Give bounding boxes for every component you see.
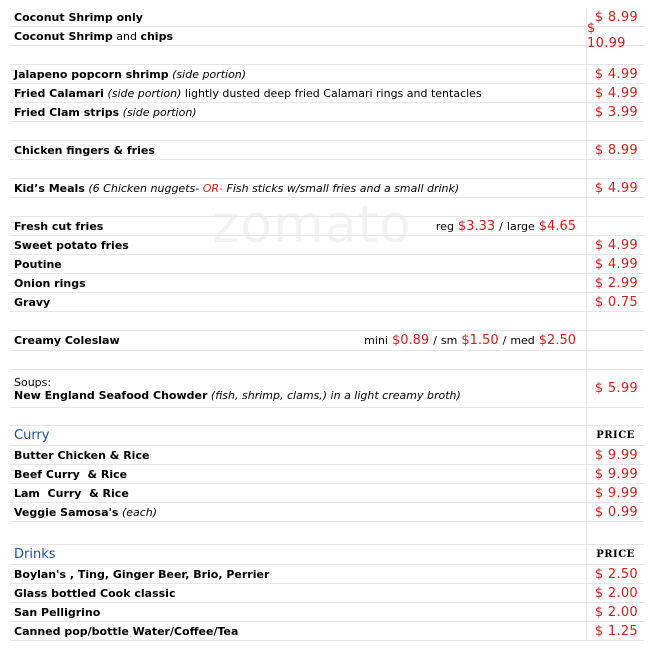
- menu-row-coconut-shrimp-chips: [10, 21, 644, 51]
- item-note-rest: Fish sticks w/small fries and a small drink): [223, 181, 460, 195]
- section-title: Curry: [14, 428, 50, 443]
- item-price: $ 8.99: [586, 8, 644, 26]
- menu-row-curry: [10, 465, 644, 484]
- price-column-header: PRICE: [586, 426, 644, 445]
- item-note: (side portion): [172, 67, 247, 81]
- item-price: $ 4.99: [586, 179, 644, 197]
- section-header-drinks: [10, 545, 644, 565]
- item-name: Coconut Shrimp: [14, 29, 113, 43]
- item-connector: and: [112, 29, 141, 43]
- item-name: San Pelligrino: [14, 605, 101, 619]
- item-description: lightly dusted deep fried Calamari rings and tentacles: [184, 86, 482, 100]
- item-name: Beef Curry & Rice: [14, 467, 128, 481]
- menu-row-poutine: [10, 255, 644, 274]
- item-price: $ 10.99: [586, 27, 644, 45]
- item-price: $ 2.00: [586, 584, 644, 602]
- item-note: (fish, shrimp, clams,) in a light creamy broth): [210, 388, 461, 402]
- item-name: Onion rings: [14, 276, 86, 290]
- size-label-reg: reg: [435, 219, 454, 233]
- item-note: (each): [121, 505, 158, 519]
- item-name: New England Seafood Chowder: [14, 388, 208, 402]
- size-options: [436, 219, 586, 234]
- menu-row-calamari: [10, 84, 644, 103]
- menu-row-drink: [10, 584, 644, 603]
- item-price-empty: [586, 217, 644, 235]
- section-title: Drinks: [14, 547, 56, 562]
- menu-row-samosa: [10, 503, 644, 522]
- menu-row-chowder: [10, 370, 644, 408]
- spacer-row: [10, 522, 644, 545]
- item-price: $ 8.99: [586, 141, 644, 159]
- size-label-large: large: [506, 219, 535, 233]
- item-name-suffix: chips: [140, 29, 173, 43]
- item-note-or: OR-: [202, 181, 223, 195]
- item-price: $ 4.99: [586, 65, 644, 83]
- item-price-empty: [586, 331, 644, 350]
- item-price: $ 5.99: [586, 370, 644, 407]
- menu-row-chicken-fingers: [10, 141, 644, 160]
- item-name: Fried Clam strips: [14, 105, 120, 119]
- menu-row-curry: [10, 484, 644, 503]
- menu-row-drink: [10, 622, 644, 641]
- soups-label: Soups:: [14, 375, 52, 389]
- item-note: (side portion): [122, 105, 197, 119]
- item-name: Creamy Coleslaw: [14, 334, 120, 347]
- item-price: $ 1.25: [586, 622, 644, 640]
- item-price: $ 0.75: [586, 293, 644, 311]
- menu-row-drink: [10, 603, 644, 622]
- item-name: Veggie Samosa's: [14, 505, 119, 519]
- item-price: $ 3.99: [586, 103, 644, 121]
- item-name: Fresh cut fries: [14, 219, 104, 233]
- size-label-mini: mini: [364, 334, 388, 347]
- item-price: $ 4.99: [586, 84, 644, 102]
- menu-row-jalapeno: [10, 65, 644, 84]
- item-price: $ 9.99: [586, 465, 644, 483]
- size-separator: /: [502, 334, 507, 347]
- item-name: Jalapeno popcorn shrimp: [14, 67, 169, 81]
- item-name: Sweet potato fries: [14, 238, 129, 252]
- spacer-row: [10, 312, 644, 331]
- item-price: $ 9.99: [586, 484, 644, 502]
- menu-row-onion-rings: [10, 274, 644, 293]
- price-column-header: PRICE: [586, 545, 644, 564]
- size-label-med: med: [510, 334, 535, 347]
- item-price: $ 4.99: [586, 255, 644, 273]
- zomato-watermark: zomato: [212, 195, 412, 255]
- size-price-reg: $3.33: [457, 218, 496, 234]
- spacer-row: [10, 160, 644, 179]
- size-price-mini: $0.89: [391, 333, 430, 348]
- item-name: Glass bottled Cook classic: [14, 586, 176, 600]
- size-price-sm: $1.50: [461, 333, 499, 348]
- spacer-row: [10, 408, 644, 426]
- menu-row-coconut-shrimp-only: [10, 8, 644, 27]
- item-name: Kid’s Meals: [14, 181, 85, 195]
- item-name: Lam Curry & Rice: [14, 486, 129, 500]
- item-price: $ 2.50: [586, 565, 644, 583]
- size-options: [364, 333, 586, 348]
- size-label-sm: sm: [440, 334, 458, 347]
- item-name: Chicken fingers & fries: [14, 143, 155, 157]
- spacer-row: [10, 122, 644, 141]
- size-price-large: $4.65: [538, 218, 576, 234]
- spacer-row: [10, 351, 644, 370]
- item-name: Gravy: [14, 295, 51, 309]
- item-price: $ 2.99: [586, 274, 644, 292]
- item-note: (6 Chicken nuggets-: [88, 181, 203, 195]
- menu-row-drink: [10, 565, 644, 584]
- size-price-med: $2.50: [538, 333, 576, 348]
- menu-row-kids-meals: [10, 179, 644, 198]
- item-name: Canned pop/bottle Water/Coffee/Tea: [14, 624, 239, 638]
- size-separator: /: [433, 334, 437, 347]
- section-header-curry: [10, 426, 644, 446]
- item-name: Butter Chicken & Rice: [14, 448, 150, 462]
- menu-row-curry: [10, 446, 644, 465]
- menu-row-coleslaw: [10, 331, 644, 351]
- menu-row-sweet-potato-fries: [10, 236, 644, 255]
- menu-row-gravy: [10, 293, 644, 312]
- spacer-row: [10, 46, 644, 65]
- item-price: $ 4.99: [586, 236, 644, 254]
- menu-row-fresh-cut-fries: [10, 217, 644, 236]
- item-price: $ 0.99: [586, 503, 644, 521]
- menu-row-clam: [10, 103, 644, 122]
- item-note: (side portion): [107, 86, 182, 100]
- item-name: Fried Calamari: [14, 86, 104, 100]
- menu-table: [10, 8, 644, 641]
- item-name: Poutine: [14, 257, 62, 271]
- item-name: Boylan's , Ting, Ginger Beer, Brio, Perrier: [14, 567, 270, 581]
- item-price: $ 9.99: [586, 446, 644, 464]
- size-separator: /: [499, 219, 503, 233]
- spacer-row: [10, 198, 644, 217]
- item-price: $ 2.00: [586, 603, 644, 621]
- item-name: Coconut Shrimp only: [14, 10, 143, 24]
